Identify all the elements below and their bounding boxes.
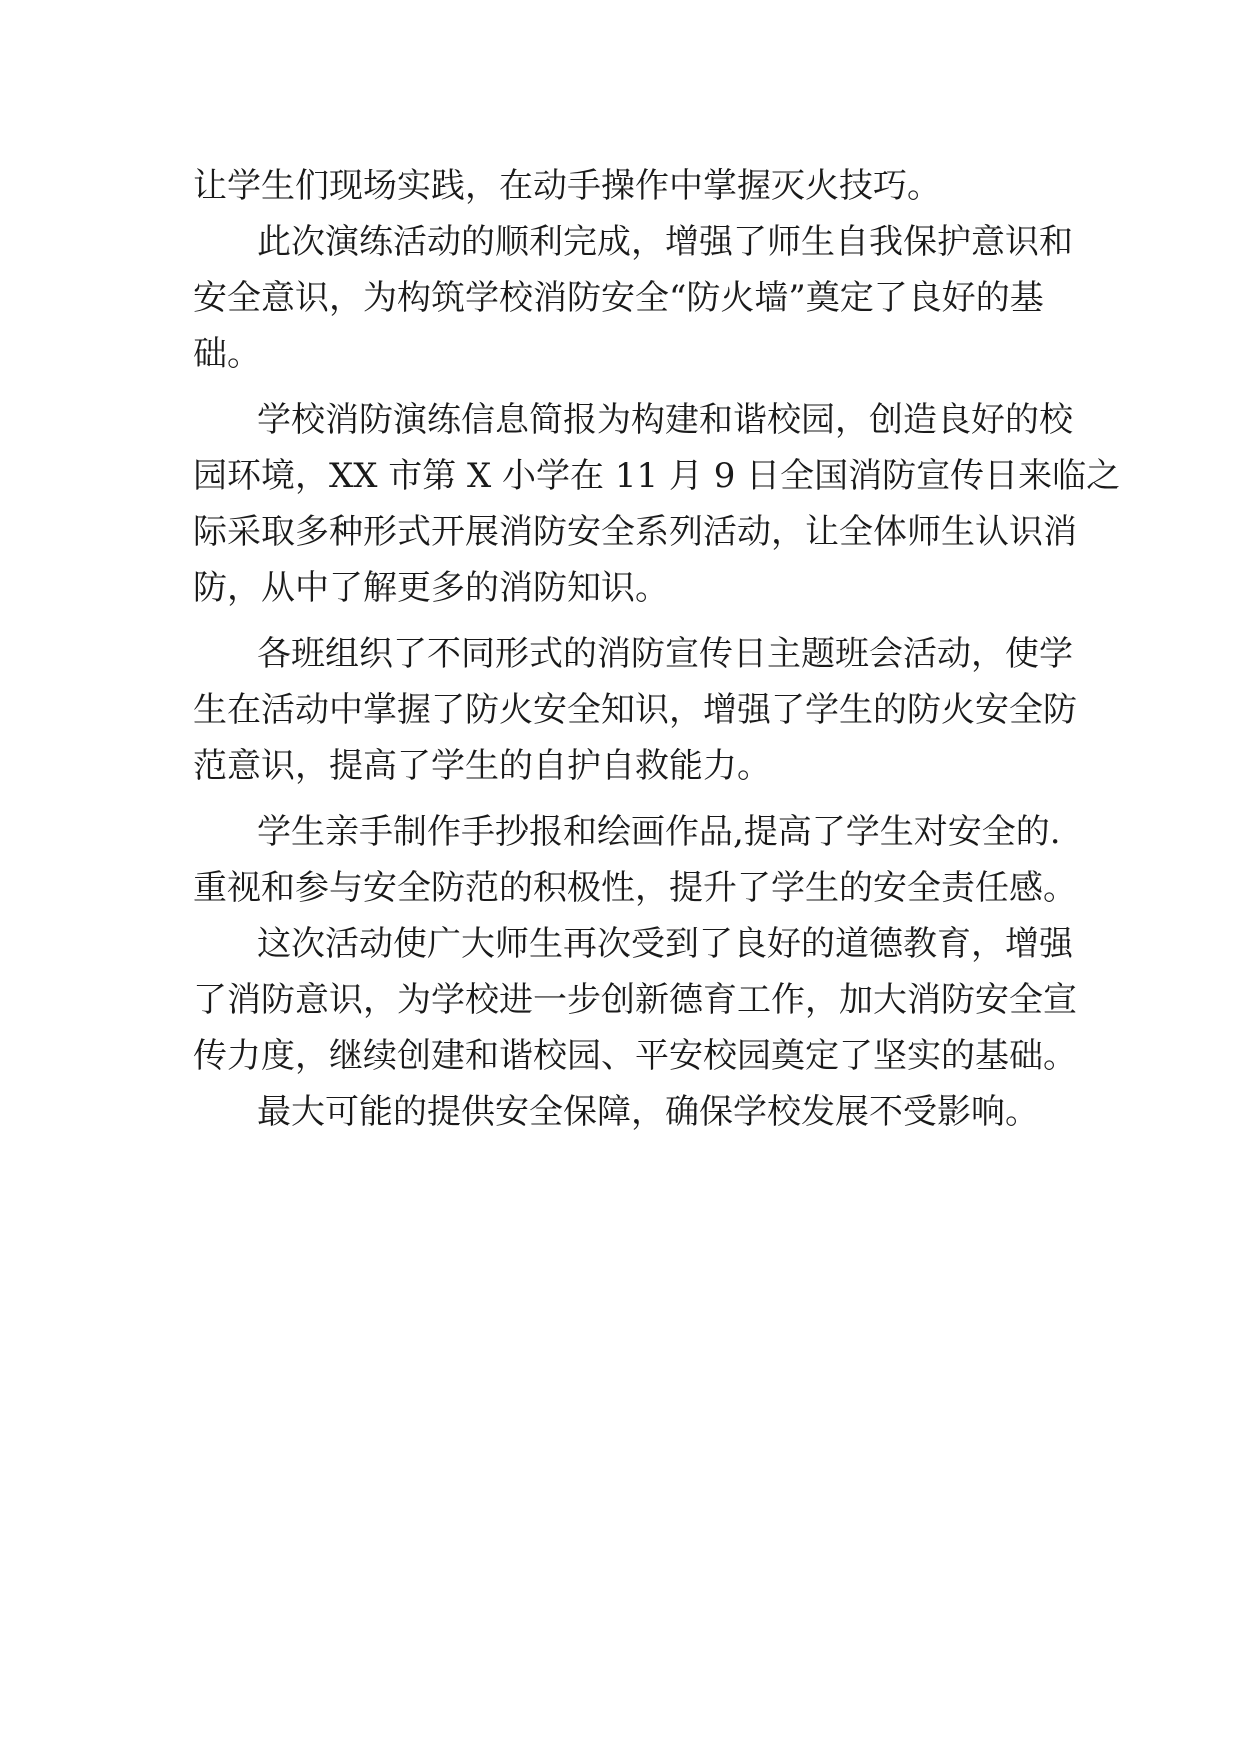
text-line: 园环境，XX 市第 X 小学在 11 月 9 日全国消防宣传日来临之 <box>193 456 1121 496</box>
text-line: 最大可能的提供安全保障，确保学校发展不受影响。 <box>257 1092 1039 1132</box>
text-line: 防，从中了解更多的消防知识。 <box>193 568 669 608</box>
text-line: 了消防意识，为学校进一步创新德育工作，加大消防安全宣 <box>193 980 1077 1020</box>
text-line: 际采取多种形式开展消防安全系列活动，让全体师生认识消 <box>193 512 1077 552</box>
text-line: 范意识，提高了学生的自护自救能力。 <box>193 746 771 786</box>
text-line: 学生亲手制作手抄报和绘画作品,提高了学生对安全的. <box>257 812 1061 852</box>
text-line: 让学生们现场实践，在动手操作中掌握灭火技巧。 <box>193 166 941 206</box>
text-line: 安全意识，为构筑学校消防安全“防火墙”奠定了良好的基 <box>193 278 1044 318</box>
text-line: 础。 <box>193 334 261 374</box>
text-line: 这次活动使广大师生再次受到了良好的道德教育，增强 <box>257 924 1073 964</box>
text-line: 传力度，继续创建和谐校园、平安校园奠定了坚实的基础。 <box>193 1036 1077 1076</box>
text-line: 此次演练活动的顺利完成，增强了师生自我保护意识和 <box>257 222 1073 262</box>
text-line: 重视和参与安全防范的积极性，提升了学生的安全责任感。 <box>193 868 1077 908</box>
text-line: 各班组织了不同形式的消防宣传日主题班会活动，使学 <box>257 634 1073 674</box>
text-line: 生在活动中掌握了防火安全知识，增强了学生的防火安全防 <box>193 690 1077 730</box>
text-line: 学校消防演练信息简报为构建和谐校园，创造良好的校 <box>257 400 1073 440</box>
